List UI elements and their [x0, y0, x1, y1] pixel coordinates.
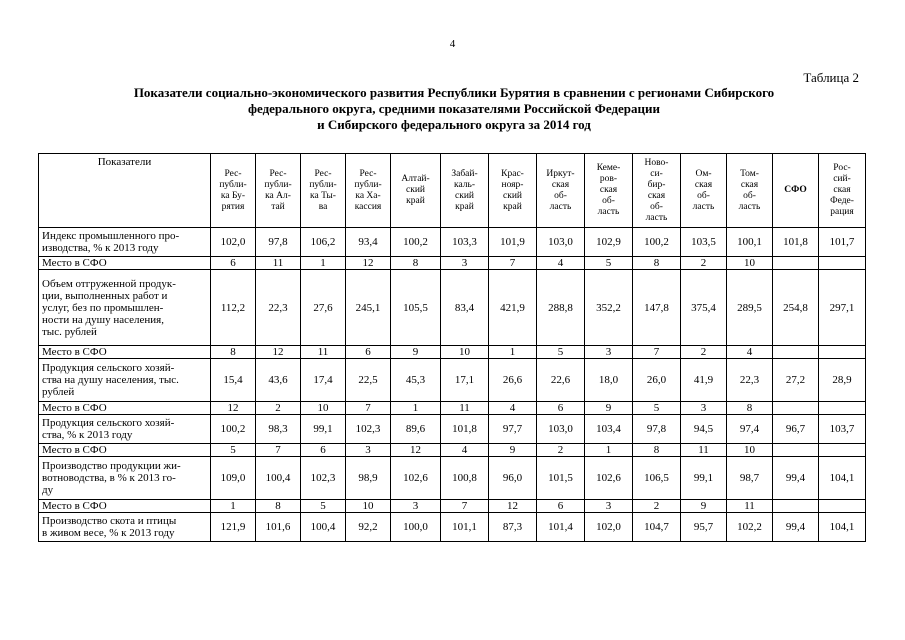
value-cell: 18,0: [585, 359, 633, 402]
value-cell: 22,5: [346, 359, 391, 402]
value-cell: 101,8: [773, 228, 819, 257]
value-cell: 147,8: [633, 270, 681, 346]
rank-cell: 5: [537, 346, 585, 359]
value-cell: 102,0: [585, 513, 633, 542]
value-cell: 103,5: [681, 228, 727, 257]
rank-label: Место в СФО: [39, 500, 211, 513]
rank-cell: 7: [346, 402, 391, 415]
indicator-row: [39, 270, 866, 346]
rank-label: Место в СФО: [39, 257, 211, 270]
column-header: Ново- си- бир- ская об- ласть: [633, 154, 681, 228]
rank-cell: 11: [681, 444, 727, 457]
value-cell: 100,4: [256, 457, 301, 500]
value-cell: 101,4: [537, 513, 585, 542]
value-cell: 100,8: [441, 457, 489, 500]
indicator-label: Производство скота и птицы в живом весе, % к 2013 году: [39, 513, 211, 542]
value-cell: 104,1: [819, 457, 866, 500]
rank-cell: [819, 444, 866, 457]
value-cell: 93,4: [346, 228, 391, 257]
column-header: СФО: [773, 154, 819, 228]
title-line: Показатели социально-экономического развития Республики Бурятия в сравнении с регионами Сибирского: [133, 85, 775, 100]
value-cell: 101,8: [441, 415, 489, 444]
value-cell: 94,5: [681, 415, 727, 444]
value-cell: 89,6: [391, 415, 441, 444]
rank-cell: 2: [681, 346, 727, 359]
rank-cell: 3: [391, 500, 441, 513]
value-cell: 109,0: [211, 457, 256, 500]
indicator-label: Продукция сельского хозяй- ства, % к 2013 году: [39, 415, 211, 444]
rank-cell: 12: [391, 444, 441, 457]
value-cell: 95,7: [681, 513, 727, 542]
value-cell: 103,0: [537, 228, 585, 257]
rank-cell: [773, 500, 819, 513]
rank-cell: [773, 444, 819, 457]
indicator-row: [39, 415, 866, 444]
rank-cell: 3: [681, 402, 727, 415]
value-cell: 102,0: [211, 228, 256, 257]
value-cell: 97,8: [256, 228, 301, 257]
value-cell: 100,1: [727, 228, 773, 257]
rank-label: Место в СФО: [39, 444, 211, 457]
rank-cell: 6: [537, 500, 585, 513]
value-cell: 101,5: [537, 457, 585, 500]
column-header: Забай- каль- ский край: [441, 154, 489, 228]
value-cell: 100,4: [301, 513, 346, 542]
rank-cell: 6: [346, 346, 391, 359]
indicator-row: [39, 457, 866, 500]
rank-cell: 1: [211, 500, 256, 513]
rank-cell: 2: [681, 257, 727, 270]
value-cell: 98,3: [256, 415, 301, 444]
indicator-label: Объем отгруженной продук- ции, выполненных работ и услуг, без по промышлен- ности на душу населения, тыс. рублей: [39, 270, 211, 346]
rank-cell: 7: [441, 500, 489, 513]
value-cell: 15,4: [211, 359, 256, 402]
rank-cell: 9: [391, 346, 441, 359]
value-cell: 102,6: [585, 457, 633, 500]
rank-cell: 12: [489, 500, 537, 513]
rank-cell: [773, 346, 819, 359]
rank-cell: 1: [489, 346, 537, 359]
value-cell: 17,4: [301, 359, 346, 402]
rank-cell: 5: [633, 402, 681, 415]
column-header: Иркут- ская об- ласть: [537, 154, 585, 228]
rank-cell: 4: [727, 346, 773, 359]
indicator-row: [39, 359, 866, 402]
rank-cell: 8: [633, 444, 681, 457]
rank-cell: 6: [301, 444, 346, 457]
value-cell: 100,2: [211, 415, 256, 444]
rank-cell: 11: [301, 346, 346, 359]
value-cell: 102,3: [301, 457, 346, 500]
value-cell: 43,6: [256, 359, 301, 402]
column-header: Рес- публи- ка Бу- рятия: [211, 154, 256, 228]
value-cell: 22,6: [537, 359, 585, 402]
rank-cell: 9: [681, 500, 727, 513]
column-header: Кеме- ров- ская об- ласть: [585, 154, 633, 228]
column-header: Ом- ская об- ласть: [681, 154, 727, 228]
rank-cell: 10: [346, 500, 391, 513]
value-cell: 98,9: [346, 457, 391, 500]
indicator-row: [39, 513, 866, 542]
rank-cell: 10: [441, 346, 489, 359]
indicator-label: Индекс промышленного про- изводства, % к 2013 году: [39, 228, 211, 257]
rank-cell: 8: [211, 346, 256, 359]
rank-label: Место в СФО: [39, 402, 211, 415]
value-cell: 26,6: [489, 359, 537, 402]
rank-cell: 12: [211, 402, 256, 415]
column-header: Рес- публи- ка Ал- тай: [256, 154, 301, 228]
indicator-row: [39, 228, 866, 257]
rank-cell: 10: [301, 402, 346, 415]
rank-label: Место в СФО: [39, 346, 211, 359]
value-cell: 99,1: [681, 457, 727, 500]
value-cell: 104,1: [819, 513, 866, 542]
page-number: 4: [449, 38, 456, 50]
rank-cell: 1: [391, 402, 441, 415]
rank-cell: 2: [633, 500, 681, 513]
value-cell: 41,9: [681, 359, 727, 402]
value-cell: 100,2: [391, 228, 441, 257]
column-header: Алтай- ский край: [391, 154, 441, 228]
value-cell: 121,9: [211, 513, 256, 542]
value-cell: 106,2: [301, 228, 346, 257]
rank-cell: 3: [346, 444, 391, 457]
rank-cell: 9: [585, 402, 633, 415]
rank-cell: 4: [537, 257, 585, 270]
value-cell: 87,3: [489, 513, 537, 542]
value-cell: 45,3: [391, 359, 441, 402]
value-cell: 103,0: [537, 415, 585, 444]
rank-cell: 3: [585, 500, 633, 513]
column-header: Рос- сий- ская Феде- рация: [819, 154, 866, 228]
rank-cell: 11: [441, 402, 489, 415]
rank-cell: 7: [489, 257, 537, 270]
value-cell: 96,0: [489, 457, 537, 500]
rank-row: [39, 257, 866, 270]
value-cell: 101,1: [441, 513, 489, 542]
value-cell: 104,7: [633, 513, 681, 542]
column-header: Крас- нояр- ский край: [489, 154, 537, 228]
rank-cell: 6: [211, 257, 256, 270]
rank-cell: 3: [441, 257, 489, 270]
value-cell: 103,3: [441, 228, 489, 257]
column-header: Рес- публи- ка Ты- ва: [301, 154, 346, 228]
value-cell: 83,4: [441, 270, 489, 346]
value-cell: 92,2: [346, 513, 391, 542]
value-cell: 103,4: [585, 415, 633, 444]
title-line: и Сибирского федерального округа за 2014 год: [317, 117, 591, 132]
value-cell: 297,1: [819, 270, 866, 346]
value-cell: 101,7: [819, 228, 866, 257]
value-cell: 100,2: [633, 228, 681, 257]
rank-cell: 5: [585, 257, 633, 270]
rank-cell: 11: [727, 500, 773, 513]
rank-cell: 10: [727, 444, 773, 457]
table-label: Таблица 2: [803, 70, 859, 85]
value-cell: 421,9: [489, 270, 537, 346]
value-cell: 99,1: [301, 415, 346, 444]
value-cell: 100,0: [391, 513, 441, 542]
rank-cell: 3: [585, 346, 633, 359]
rank-cell: 1: [301, 257, 346, 270]
value-cell: 105,5: [391, 270, 441, 346]
header-row: [39, 154, 866, 228]
rank-cell: 2: [256, 402, 301, 415]
indicators-table: [38, 153, 866, 542]
rank-cell: 8: [256, 500, 301, 513]
value-cell: 22,3: [256, 270, 301, 346]
value-cell: 254,8: [773, 270, 819, 346]
rank-cell: 2: [537, 444, 585, 457]
rank-cell: 12: [346, 257, 391, 270]
table-body: [39, 228, 866, 542]
rank-row: [39, 444, 866, 457]
column-header: Том- ская об- ласть: [727, 154, 773, 228]
table-title: [40, 85, 868, 133]
rank-cell: 8: [727, 402, 773, 415]
value-cell: 103,7: [819, 415, 866, 444]
rank-row: [39, 500, 866, 513]
value-cell: 98,7: [727, 457, 773, 500]
rank-cell: 6: [537, 402, 585, 415]
value-cell: 102,2: [727, 513, 773, 542]
value-cell: 101,6: [256, 513, 301, 542]
value-cell: 112,2: [211, 270, 256, 346]
value-cell: 97,7: [489, 415, 537, 444]
rank-cell: [819, 346, 866, 359]
value-cell: 101,9: [489, 228, 537, 257]
rank-cell: 8: [391, 257, 441, 270]
rank-cell: [773, 257, 819, 270]
value-cell: 22,3: [727, 359, 773, 402]
value-cell: 99,4: [773, 513, 819, 542]
rank-cell: 12: [256, 346, 301, 359]
rank-row: [39, 402, 866, 415]
value-cell: 106,5: [633, 457, 681, 500]
value-cell: 375,4: [681, 270, 727, 346]
value-cell: 245,1: [346, 270, 391, 346]
rank-cell: 5: [211, 444, 256, 457]
indicator-header: Показатели: [39, 154, 211, 228]
indicator-label: Производство продукции жи- вотноводства, в % к 2013 го- ду: [39, 457, 211, 500]
rank-cell: 4: [441, 444, 489, 457]
rank-cell: 8: [633, 257, 681, 270]
value-cell: 99,4: [773, 457, 819, 500]
value-cell: 28,9: [819, 359, 866, 402]
rank-cell: 1: [585, 444, 633, 457]
value-cell: 26,0: [633, 359, 681, 402]
rank-cell: 7: [633, 346, 681, 359]
rank-cell: 7: [256, 444, 301, 457]
value-cell: 352,2: [585, 270, 633, 346]
value-cell: 288,8: [537, 270, 585, 346]
rank-cell: 4: [489, 402, 537, 415]
rank-cell: 11: [256, 257, 301, 270]
rank-cell: 10: [727, 257, 773, 270]
rank-row: [39, 346, 866, 359]
rank-cell: 5: [301, 500, 346, 513]
rank-cell: 9: [489, 444, 537, 457]
value-cell: 96,7: [773, 415, 819, 444]
value-cell: 102,3: [346, 415, 391, 444]
value-cell: 17,1: [441, 359, 489, 402]
title-line: федерального округа, средними показателями Российской Федерации: [247, 101, 660, 116]
rank-cell: [773, 402, 819, 415]
rank-cell: [819, 257, 866, 270]
value-cell: 27,2: [773, 359, 819, 402]
rank-cell: [819, 402, 866, 415]
rank-cell: [819, 500, 866, 513]
column-header: Рес- публи- ка Ха- кассия: [346, 154, 391, 228]
value-cell: 289,5: [727, 270, 773, 346]
value-cell: 97,8: [633, 415, 681, 444]
value-cell: 102,9: [585, 228, 633, 257]
value-cell: 102,6: [391, 457, 441, 500]
indicator-label: Продукция сельского хозяй- ства на душу населения, тыс. рублей: [39, 359, 211, 402]
value-cell: 27,6: [301, 270, 346, 346]
value-cell: 97,4: [727, 415, 773, 444]
